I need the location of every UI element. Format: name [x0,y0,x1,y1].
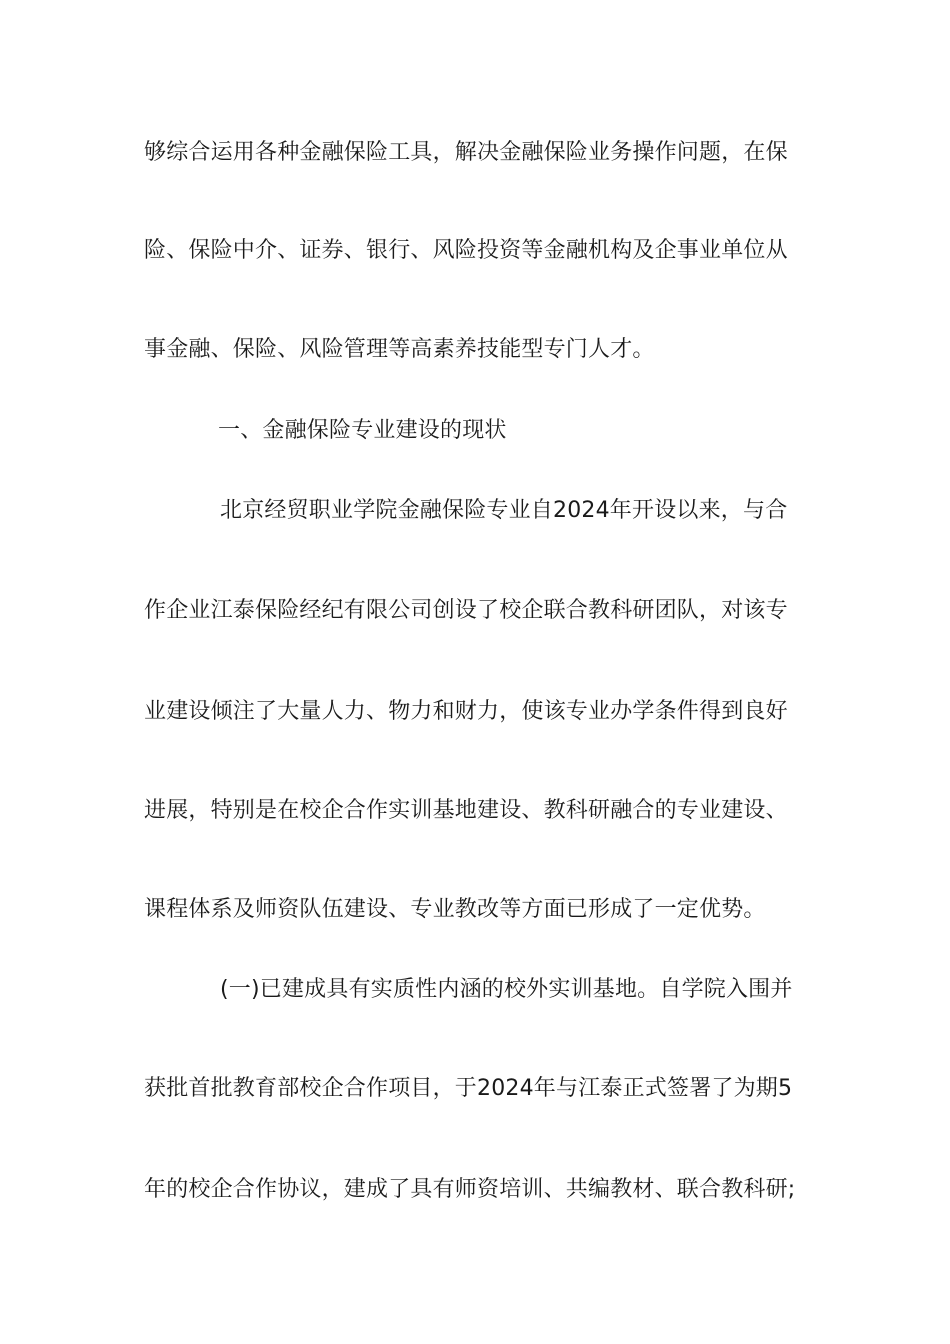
paragraph-line: 作企业江泰保险经纪有限公司创设了校企联合教科研团队，对该专 [144,598,788,623]
paragraph-line: 北京经贸职业学院金融保险专业自2024年开设以来，与合 [220,498,788,523]
paragraph-line: 事金融、保险、风险管理等高素养技能型专门人才。 [144,337,655,362]
paragraph-line: 险、保险中介、证券、银行、风险投资等金融机构及企事业单位从 [144,238,788,263]
paragraph-line: 获批首批教育部校企合作项目，于2024年与江泰正式签署了为期5 [144,1076,793,1101]
paragraph-line: 进展，特别是在校企合作实训基地建设、教科研融合的专业建设、 [144,798,788,823]
paragraph-line: 够综合运用各种金融保险工具，解决金融保险业务操作问题，在保 [144,140,788,165]
subsection-line: (一)已建成具有实质性内涵的校外实训基地。自学院入围并 [220,977,793,1002]
paragraph-line: 年的校企合作协议，建成了具有师资培训、共编教材、联合教科研; [144,1177,796,1202]
section-heading: 一、金融保险专业建设的现状 [218,418,507,443]
paragraph-line: 业建设倾注了大量人力、物力和财力，使该专业办学条件得到良好 [144,699,788,724]
paragraph-line: 课程体系及师资队伍建设、专业教改等方面已形成了一定优势。 [144,897,766,922]
